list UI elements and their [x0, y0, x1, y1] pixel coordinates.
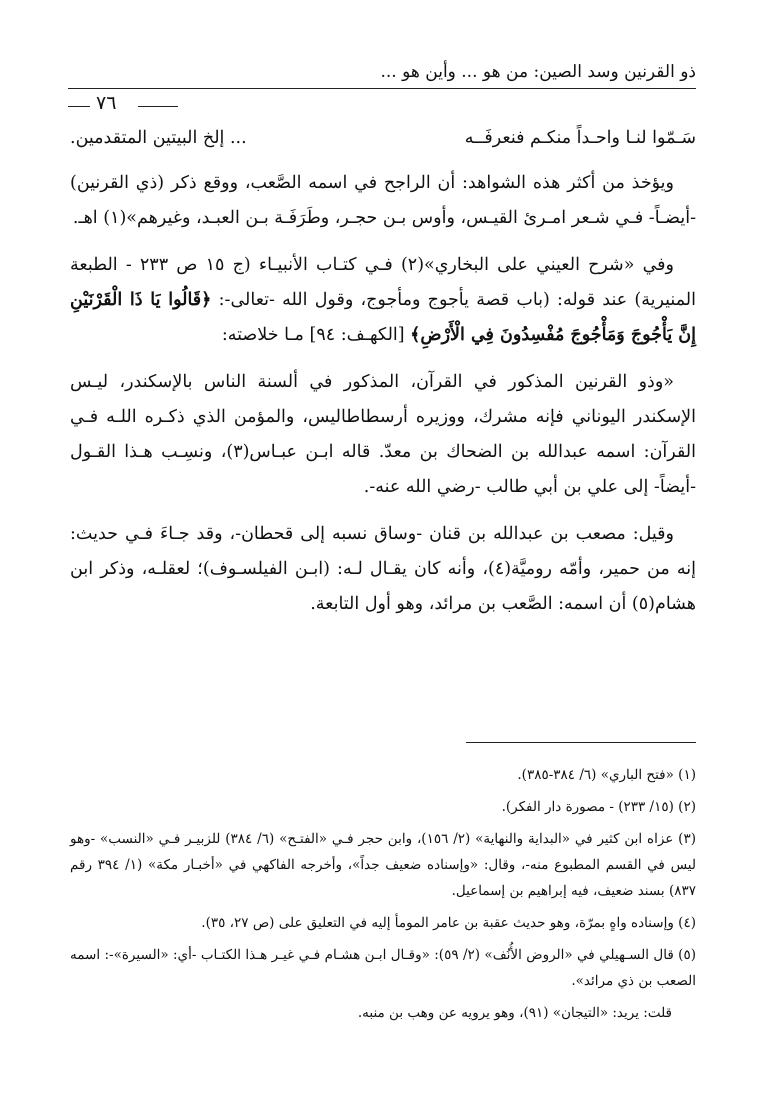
footnote: (٥) قال السـهيلي في «الروض الأُنُف» (٢/ ٥٩): «وقـال ابـن هشـام فـي غيـر هـذا الكتـاب -أي: «السيرة»-: اسمه الصعب بن ذي مرائد». — [70, 947, 696, 989]
paragraph: ويؤخذ من أكثر هذه الشواهد: أن الراجح في اسمه الصَّعب، ووقع ذكر (ذي القرنين) -أيضـاً- فـي شـعر امـرئ القيـس، وأوس بـن حجـر، وطَرَفَـة بـن العبـد، وغيرهم»(١) اهـ. — [70, 173, 696, 228]
page-number-dash — [138, 106, 178, 107]
verse-second-hemistich: ... إلخ البيتين المتقدمين. — [70, 128, 247, 148]
page-number: ٧٦ — [96, 92, 117, 114]
poem-verse — [70, 120, 696, 156]
footnote: (٢) (١٥/ ٢٣٣) - مصورة دار الفكر). — [501, 799, 696, 815]
paragraph: وقيل: مصعب بن عبدالله بن قنان -وساق نسبه إلى قحطان-، وقد جـاءَ فـي حديث: إنه من حمير، وأمّه روميَّة(٤)، وأنه كان يقـال لـه: (ابـن الفيلسـوف)؛ لعقلـه، وذكر ابن هشام(٥) أن اسمه: الصَّعب بن مرائد، وهو أول التابعة. — [70, 524, 696, 614]
paragraph — [70, 248, 696, 353]
footnote: قلت: يريد: «التيجان» (٩١)، وهو يرويه عن وهب بن منبه. — [357, 1005, 672, 1021]
paragraph-text: وفي «شرح العيني على البخاري»(٢) فـي كتـاب الأنبيـاء (ج ١٥ ص ٢٣٣ - الطبعة المنيرية) عند قوله: (باب قصة يأجوج ومأجوج، وقول الله -تعالى-: — [70, 255, 697, 310]
quran-verse: ﴿قَالُوا يَا ذَا الْقَرْنَيْنِ إِنَّ يَأْجُوجَ وَمَأْجُوجَ مُفْسِدُونَ فِي الْأَرْضِ﴾ — [70, 290, 696, 345]
footnotes — [70, 762, 696, 1032]
page-number-dash — [68, 106, 90, 107]
footnote: (٣) عزاه ابن كثير في «البداية والنهاية» (٢/ ١٥٦)، وابن حجر فـي «الفتـح» (٦/ ٣٨٤) للزبيـر فـي «النسب» -وهو ليس في القسم المطبوع منه-، وقال: «وإسناده ضعيف جداً»، وأخرجه الفاكهي في «أخبـار مكة» (١/ ٣٩٤ رقم ٨٣٧) بسند ضعيف، فيه إبراهيم بن إسماعيل. — [70, 831, 696, 899]
running-header — [68, 60, 696, 114]
footnote: (١) «فتح الباري» (٦/ ٣٨٤-٣٨٥). — [517, 767, 696, 783]
paragraph-text: [الكهـف: ٩٤] مـا خلاصته: — [221, 325, 411, 345]
header-title: ذو القرنين وسد الصين: من هو ... وأين هو ... — [380, 62, 696, 82]
footnote-separator — [466, 742, 696, 743]
verse-first-hemistich: سَـمّوا لنـا واحـداً منكـم فنعرفَــه — [464, 128, 696, 148]
main-text — [70, 120, 696, 634]
footnote: (٤) وإسناده واهٍ بمرّة، وهو حديث عقبة بن عامر المومأ إليه في التعليق على (ص ٢٧، ٣٥). — [201, 915, 696, 931]
header-rule — [68, 88, 696, 89]
quoted-paragraph: «وذو القرنين المذكور في القرآن، المذكور في ألسنة الناس بالإسكندر، ليـس الإسكندر اليوناني فإنه مشرك، ووزيره أرسطاطاليس، والمؤمن الذي ذكـره اللـه فـي القرآن: اسمه عبدالله بن الضحاك بن معدّ. قاله ابـن عبـاس(٣)، ونسِـب هـذا القـول -أيضاً- إلى علي بن أبي طالب -رضي الله عنه-. — [70, 372, 696, 497]
